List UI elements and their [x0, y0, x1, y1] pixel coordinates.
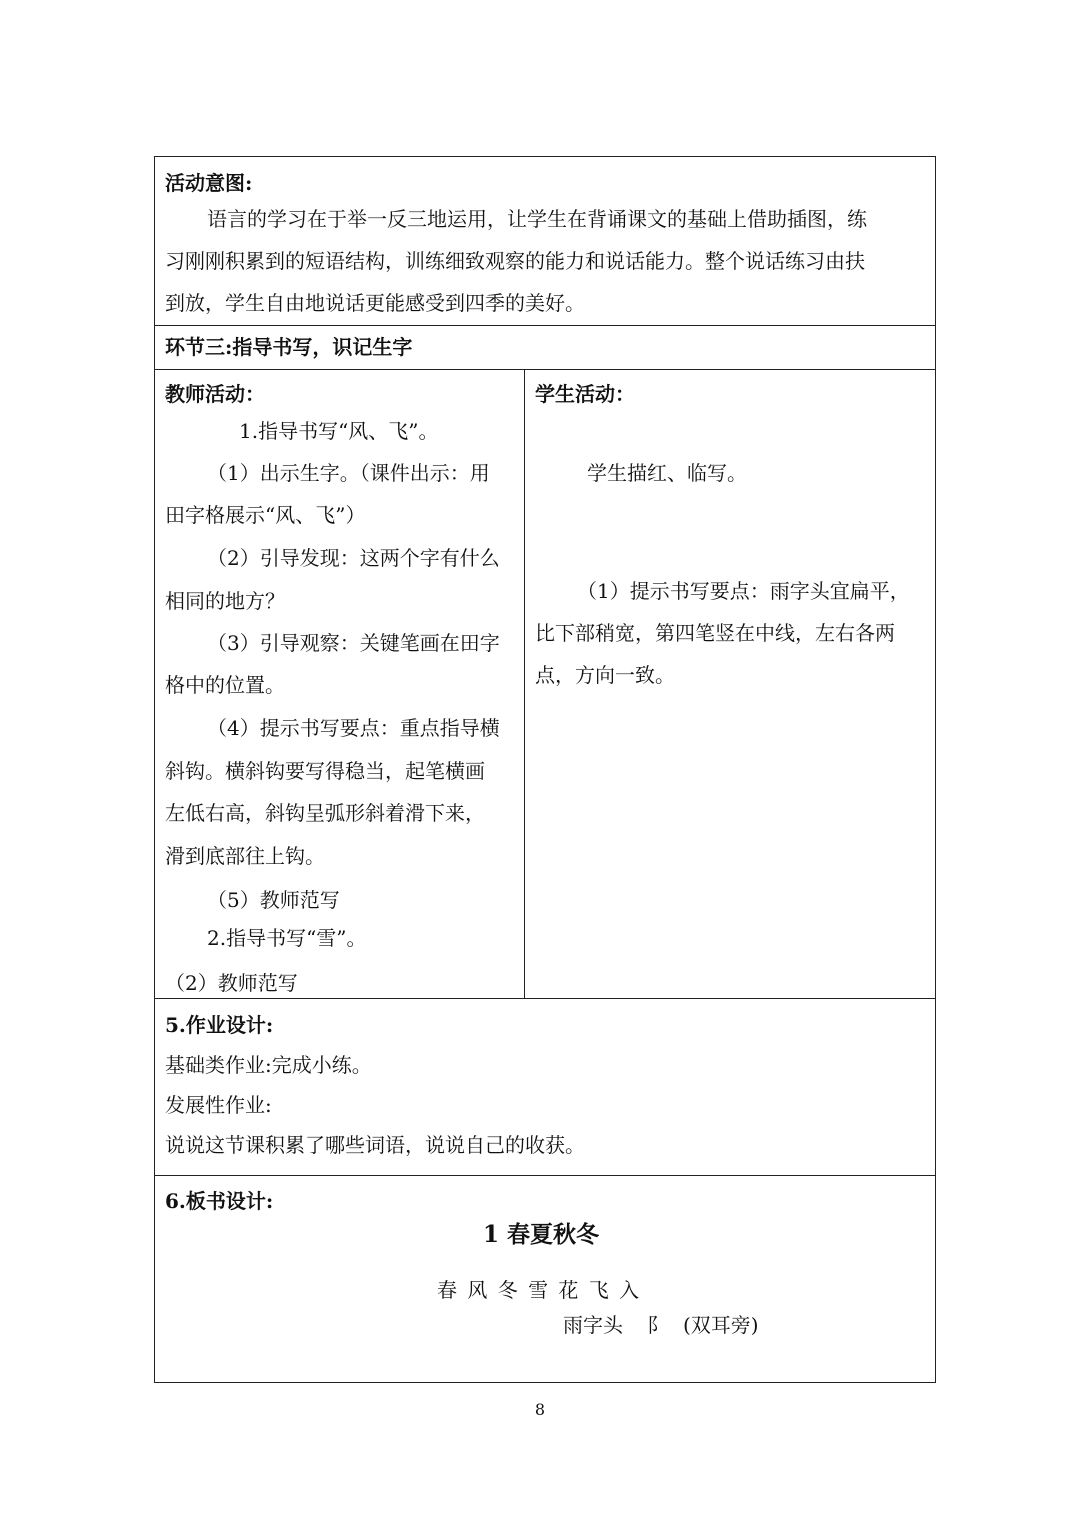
board-radical: 雨字头 — [563, 1313, 623, 1337]
board-heading: 6.板书设计: — [165, 1189, 274, 1213]
student-line: （1）提示书写要点：雨字头宜扁平， — [577, 579, 910, 603]
teacher-step: 田字格展示“风、飞”） — [165, 503, 366, 527]
board-characters: 春 风 冬 雪 花 飞 入 — [437, 1278, 642, 1302]
intent-line: 习刚刚积累到的短语结构，训练细致观察的能力和说话能力。整个说话练习由扶 — [165, 249, 865, 273]
teacher-step: （1）出示生字。（课件出示：用 — [207, 461, 490, 485]
teacher-step: （3）引导观察：关键笔画在田字 — [207, 631, 500, 655]
board-radical: 阝 — [647, 1313, 667, 1337]
lesson-plan-table — [154, 156, 936, 1383]
teacher-step: （5）教师范写 — [207, 888, 340, 912]
teacher-step: （2）引导发现：这两个字有什么 — [207, 546, 500, 570]
teacher-step: 滑到底部往上钩。 — [165, 844, 325, 868]
homework-heading: 5.作业设计: — [165, 1013, 274, 1037]
student-line: 学生描红、临写。 — [587, 461, 747, 485]
teacher-item: 2.指导书写“雪”。 — [207, 926, 367, 950]
teacher-step: 斜钩。横斜钩要写得稳当，起笔横画 — [165, 759, 485, 783]
homework-line: 基础类作业:完成小练。 — [165, 1053, 372, 1077]
intent-line: 到放，学生自由地说话更能感受到四季的美好。 — [165, 291, 585, 315]
page-number: 8 — [534, 1400, 546, 1419]
homework-line: 说说这节课积累了哪些词语，说说自己的收获。 — [165, 1133, 585, 1157]
teacher-step: 格中的位置。 — [165, 673, 285, 697]
student-heading: 学生活动： — [535, 382, 635, 406]
teacher-heading: 教师活动： — [165, 382, 265, 406]
teacher-item: 1.指导书写“风、飞”。 — [239, 419, 439, 443]
intent-heading: 活动意图: — [165, 171, 253, 195]
teacher-step: 相同的地方？ — [165, 589, 285, 613]
board-radical: (双耳旁) — [683, 1313, 759, 1337]
teacher-step: 左低右高，斜钩呈弧形斜着滑下来， — [165, 801, 485, 825]
column-divider — [524, 369, 525, 998]
teacher-step: （4）提示书写要点：重点指导横 — [207, 716, 500, 740]
student-line: 比下部稍宽，第四笔竖在中线，左右各两 — [535, 621, 895, 645]
row-divider — [155, 325, 935, 326]
section-title: 环节三:指导书写，识记生字 — [165, 335, 413, 359]
row-divider — [155, 1175, 935, 1176]
row-divider — [155, 369, 935, 370]
homework-line: 发展性作业: — [165, 1093, 272, 1117]
intent-line: 语言的学习在于举一反三地运用，让学生在背诵课文的基础上借助插图，练 — [207, 207, 867, 231]
board-title: 1 春夏秋冬 — [483, 1221, 600, 1248]
row-divider — [155, 998, 935, 999]
student-line: 点，方向一致。 — [535, 663, 675, 687]
teacher-step: （2）教师范写 — [165, 971, 298, 995]
